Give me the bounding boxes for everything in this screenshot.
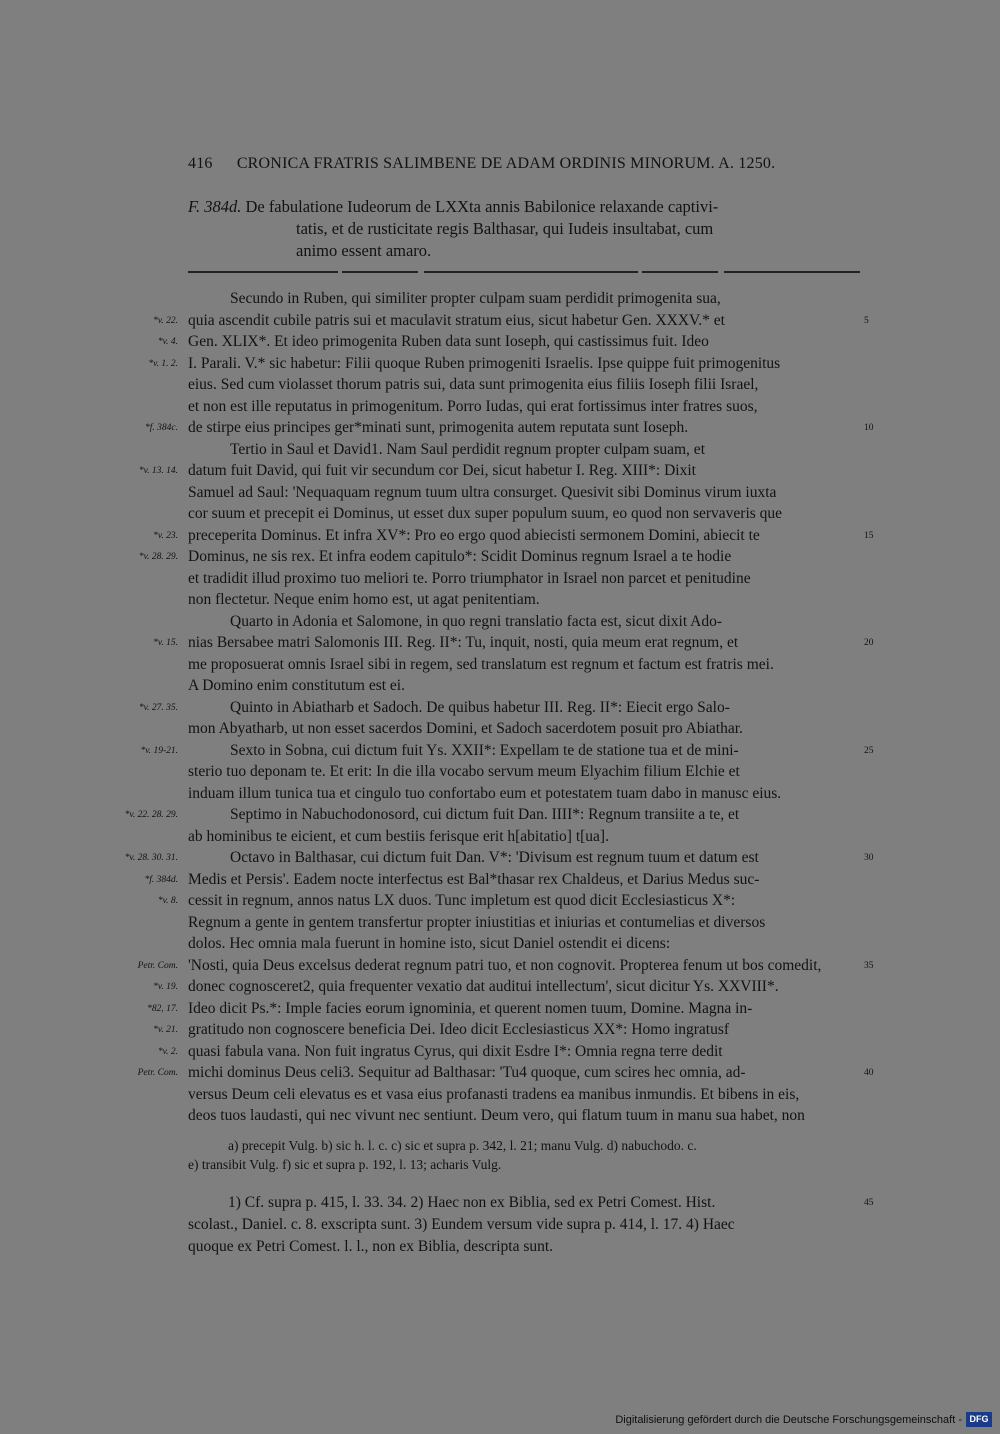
running-header [188,155,828,173]
line-number: 5 [864,316,869,326]
marginal-reference: *v. 1. 2. [148,359,178,369]
marginal-reference: *f. 384c. [145,423,178,433]
text-line: gratitudo non cognoscere beneficia Dei. Ideo dicit Ecclesiasticus XX*: Homo ingratusf [188,1021,730,1038]
text-line: Ideo dicit Ps.*: Imple facies eorum ignominia, et querent nomen tuum, Domine. Magna in- [188,1000,753,1017]
text-line: datum fuit David, qui fuit vir secundum cor Dei, sicut habetur I. Reg. XIII*: Dixit [188,462,696,479]
dfg-logo: DFG [966,1412,992,1427]
line-number: 35 [864,961,874,971]
text-line: Quinto in Abiatharb et Sadoch. De quibus habetur III. Reg. II*: Eiecit ergo Salo- [230,699,730,716]
chapter-title-line: tatis, et de rusticitate regis Balthasar, qui Iudeis insultabat, cum [296,219,714,238]
line-number: 45 [864,1198,874,1208]
line-number: 30 [864,853,874,863]
marginal-reference: *82, 17. [147,1004,178,1014]
chapter-title-line: animo essent amaro. [296,241,432,260]
marginal-reference: *v. 8. [157,896,178,906]
marginal-reference: *v. 27. 35. [138,703,178,713]
apparatus-line: e) transibit Vulg. f) sic et supra p. 192, l. 13; acharis Vulg. [188,1157,502,1172]
marginal-reference: *v. 21. [153,1025,178,1035]
marginal-reference: *v. 23. [153,531,178,541]
text-line: Dominus, ne sis rex. Et infra eodem capitulo*: Scidit Dominus regnum Israel a te hodie [188,548,732,565]
text-line: 'Nosti, quia Deus excelsus dederat regnum patri tuo, et non cognovit. Propterea fenum ut bos comedit, [188,957,822,974]
marginal-reference: *v. 19. [153,982,178,992]
text-line: et non est ille reputatus in primogenitum. Porro Iudas, qui erat fortissimus inter fratres suos, [188,398,758,415]
text-line: Gen. XLIX*. Et ideo primogenita Ruben data sunt Ioseph, qui castissimus fuit. Ideo [188,333,709,350]
text-line: Tertio in Saul et David1. Nam Saul perdidit regnum propter culpam suam, et [230,441,705,458]
text-line: michi dominus Deus celi3. Sequitur ad Balthasar: 'Tu4 quoque, cum scires hec omnia, ad- [188,1064,746,1081]
line-number: 25 [864,746,874,756]
marginal-reference: *v. 19-21. [140,746,178,756]
text-line: deos tuos laudasti, qui nec vivunt nec sentiunt. Deum vero, qui flatum tuum in manu sua habet, non [188,1107,805,1124]
text-line: Septimo in Nabuchodonosord, cui dictum fuit Dan. IIII*: Regnum transiite a te, et [230,806,740,823]
digitization-credit: Digitalisierung gefördert durch die Deutsche Forschungsgemeinschaft - [615,1414,962,1426]
text-line: I. Parali. V.* sic habetur: Filii quoque Ruben primogeniti Israelis. Ipse quippe fuit primogenitus [188,355,781,372]
marginal-reference: *v. 28. 30. 31. [124,853,178,863]
text-line: quia ascendit cubile patris sui et maculavit stratum eius, sicut habetur Gen. XXXV.* et [188,312,725,329]
marginal-reference: *v. 22. [153,316,178,326]
text-line: nias Bersabee matri Salomonis III. Reg. II*: Tu, inquit, nosti, quia meum erat regnum, et [188,634,739,651]
marginal-reference: *v. 2. [157,1047,178,1057]
text-line: A Domino enim constitutum est ei. [188,677,405,694]
text-line: et tradidit illud proximo tuo meliori te. Porro triumphator in Israel non parcet et penitudine [188,570,751,587]
text-line: me proposuerat omnis Israel sibi in regem, sed translatum est regnum et factum est fratris mei. [188,656,774,673]
critical-apparatus [188,1136,860,1174]
text-line: cor suum et precepit ei Dominus, ut esset dux super populum suum, eo quod non servaveris que [188,505,783,522]
line-number: 10 [864,423,874,433]
apparatus-line: a) precepit Vulg. b) sic h. l. c. c) sic et supra p. 342, l. 21; manu Vulg. d) nabuchodo. c. [228,1138,697,1153]
line-number: 40 [864,1068,874,1078]
page-number: 416 [188,155,213,172]
text-line: Samuel ad Saul: 'Nequaquam regnum tuum ultra consurget. Quesivit sibi Dominus virum iuxta [188,484,777,501]
text-line: induam illum tunica tua et cingulo tuo confortabo eum et potestatem tuam dabo in manusc eius. [188,785,782,802]
line-number: 15 [864,531,874,541]
marginal-reference: *v. 22. 28. 29. [124,810,178,820]
text-line: mon Abyatharb, ut non esset sacerdos Domini, et Sadoch sacerdotem posuit pro Abiathar. [188,720,743,737]
folio-reference: F. 384d. [188,197,242,216]
text-line: Quarto in Adonia et Salomone, in quo regni translatio facta est, sicut dixit Ado- [230,613,723,630]
marginal-reference: Petr. Com. [137,961,178,971]
text-line: versus Deum celi elevatus es et vasa eius profanasti tradens ea manibus inmundis. Et bibens in eis, [188,1086,800,1103]
marginal-reference: *v. 15. [153,638,178,648]
section-rule [188,271,860,273]
line-number: 20 [864,638,874,648]
marginal-reference: *f. 384d. [144,875,178,885]
text-line: de stirpe eius principes ger*minati sunt, primogenita autem reputata sunt Ioseph. [188,419,689,436]
text-line: Medis et Persis'. Eadem nocte interfectus est Bal*thasar rex Chaldeus, et Darius Medus suc- [188,871,760,888]
marginal-reference: *v. 28. 29. [138,552,178,562]
text-line: Octavo in Balthasar, cui dictum fuit Dan. V*: 'Divisum est regnum tuum et datum est [230,849,759,866]
text-line: quasi fabula vana. Non fuit ingratus Cyrus, qui dixit Esdre I*: Omnia regna terre dedit [188,1043,723,1060]
text-line: preceperita Dominus. Et infra XV*: Pro eo ergo quod abiecisti sermonem Domini, abiecit te [188,527,760,544]
text-line: Secundo in Ruben, qui similiter propter culpam suam perdidit primogenita sua, [230,290,721,307]
running-title: CRONICA FRATRIS SALIMBENE DE ADAM ORDINIS MINORUM. A. 1250. [236,155,776,172]
marginal-reference: Petr. Com. [137,1068,178,1078]
footnotes [188,1192,874,1258]
marginal-reference: *v. 13. 14. [138,466,178,476]
text-line: eius. Sed cum violasset thorum patris sui, data sunt primogenita eius filiis Ioseph filii Israel, [188,376,759,393]
marginal-reference: *v. 4. [157,337,178,347]
text-line: non flectetur. Neque enim homo est, ut agat penitentiam. [188,591,540,608]
chapter-title-line: De fabulatione Iudeorum de LXXta annis Babilonice relaxande captivi- [245,197,719,216]
text-line: Sexto in Sobna, cui dictum fuit Ys. XXII*: Expellam te de statione tua et de mini- [230,742,739,759]
text-line: sterio tuo deponam te. Et erit: In die illa vocabo servum meum Elyachim filium Elchie et [188,763,740,780]
text-line: cessit in regnum, annos natus LX duos. Tunc impletum est quod dicit Ecclesiasticus X*: [188,892,736,909]
footnote-line: 1) Cf. supra p. 415, l. 33. 34. 2) Haec non ex Biblia, sed ex Petri Comest. Hist. [228,1194,716,1211]
footnote-line: quoque ex Petri Comest. l. l., non ex Biblia, descripta sunt. [188,1238,554,1255]
text-line: ab hominibus te eicient, et cum bestiis ferisque erit h[abitatio] t[ua]. [188,828,609,845]
footnote-line: scolast., Daniel. c. 8. exscripta sunt. 3) Eundem versum vide supra p. 414, l. 17. 4) Haec [188,1216,735,1233]
text-line: dolos. Hec omnia mala fuerunt in homine isto, sicut Daniel ostendit ei dicens: [188,935,671,952]
text-line: donec cognosceret2, quia frequenter vexatio dat auditui intellectum', sicut dicitur Ys. XXVIII*. [188,978,779,995]
text-line: Regnum a gente in gentem transfertur propter iniustitias et iniurias et contumelias et diversos [188,914,766,931]
chapter-heading [188,196,860,262]
